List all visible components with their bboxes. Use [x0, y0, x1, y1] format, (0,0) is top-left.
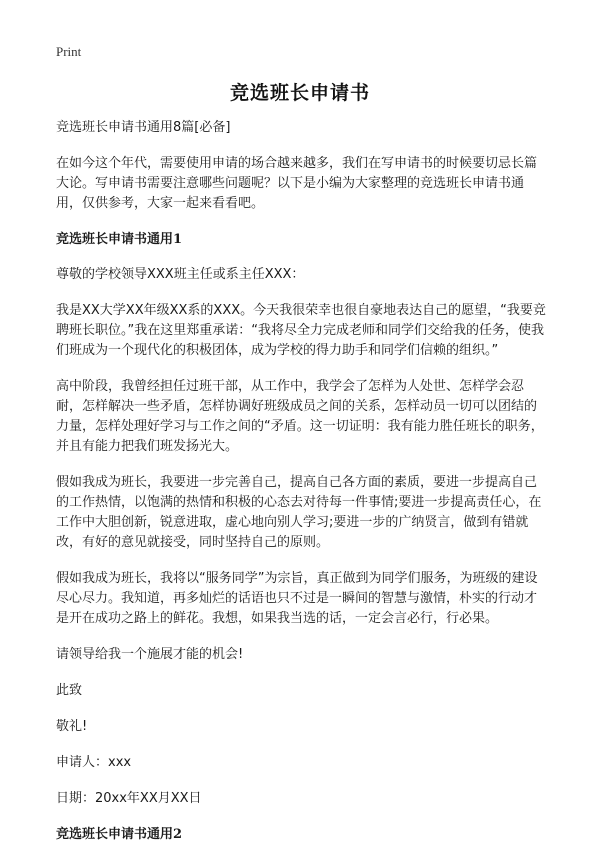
- body-paragraph: 高中阶段，我曾经担任过班干部，从工作中，我学会了怎样为人处世、怎样学会忍耐，怎样解决一些矛盾，怎样协调好班级成员之间的关系，怎样动员一切可以团结的力量，怎样处理好学习与工作之间的“矛盾。这一切证明：我有能力胜任班长的职务，并且有能力把我们班发扬光大。: [56, 379, 544, 454]
- closing-line: 此致: [56, 683, 83, 698]
- body-paragraph: 假如我成为班长，我要进一步完善自己，提高自己各方面的素质，要进一步提高自己的工作热情，以饱满的热情和积极的心态去对待每一件事情;要进一步提高责任心，在工作中大胆创新，锐意进取，虚心地向别人学习;要进一步的广纳贤言，做到有错就改，有好的意见就接受，同时坚持自己的原则。: [56, 475, 542, 550]
- print-link[interactable]: Print: [56, 44, 82, 59]
- document-body: [56, 118, 548, 860]
- salutation: 尊敬的学校领导XXX班主任或系主任XXX：: [56, 267, 305, 282]
- body-paragraph: 我是XX大学XX年级XX系的XXX。今天我很荣幸也很自豪地表达自己的愿望，“我要竞聘班长职位。”我在这里郑重承诺：“我将尽全力完成老师和同学们交给我的任务，使我们班成为一个现代化的积极团体，成为学校的得力助手和同学们信赖的组织。”: [56, 303, 546, 358]
- section-heading-2: 竞选班长申请书通用2: [56, 827, 183, 842]
- body-paragraph: 假如我成为班长，我将以“服务同学”为宗旨，真正做到为同学们服务，为班级的建设尽心尽力。我知道，再多灿烂的话语也只不过是一瞬间的智慧与激情，朴实的行动才是开在成功之路上的鲜花。我想，如果我当选的话，一定会言必行，行必果。: [56, 571, 538, 626]
- body-paragraph: 请领导给我一个施展才能的机会!: [56, 647, 244, 662]
- section-heading-1: 竞选班长申请书通用1: [56, 232, 183, 247]
- date-line: 日期：20xx年XX月XX日: [56, 791, 202, 806]
- page-title: 竞选班长申请书: [229, 82, 370, 104]
- closing-greeting: 敬礼!: [56, 719, 88, 734]
- intro-paragraph: 在如今这个年代，需要使用申请的场合越来越多，我们在写申请书的时候要切忌长篇大论。写申请书需要注意哪些问题呢？以下是小编为大家整理的竞选班长申请书通用，仅供参考，大家一起来看看吧。: [56, 156, 538, 211]
- document-subtitle: 竞选班长申请书通用8篇[必备]: [56, 120, 231, 135]
- applicant-line: 申请人：xxx: [56, 755, 132, 770]
